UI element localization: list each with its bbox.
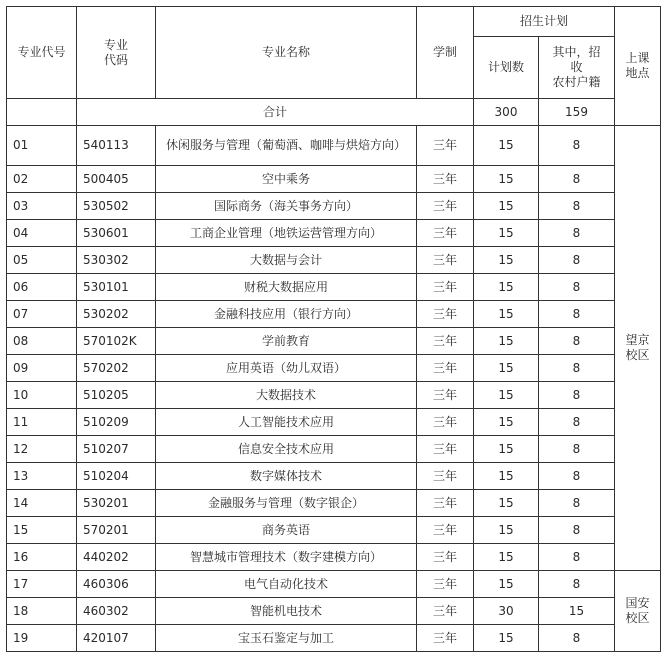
header-code-no: 专业代号 (7, 7, 77, 99)
row-code-no: 01 (7, 126, 77, 166)
row-duration: 三年 (417, 301, 474, 328)
row-rural-count: 8 (539, 247, 615, 274)
row-major-name: 大数据与会计 (156, 247, 417, 274)
row-plan-count: 15 (474, 328, 539, 355)
row-major-name: 信息安全技术应用 (156, 436, 417, 463)
row-code-no: 12 (7, 436, 77, 463)
row-major-code: 530101 (77, 274, 156, 301)
row-rural-count: 8 (539, 517, 615, 544)
row-major-code: 500405 (77, 166, 156, 193)
row-plan-count: 15 (474, 193, 539, 220)
row-duration: 三年 (417, 598, 474, 625)
row-rural-count: 8 (539, 301, 615, 328)
header-major-code: 专业 代码 (77, 7, 156, 99)
row-plan-count: 15 (474, 463, 539, 490)
row-major-name: 智能机电技术 (156, 598, 417, 625)
row-plan-count: 15 (474, 382, 539, 409)
row-major-code: 530202 (77, 301, 156, 328)
row-major-name: 应用英语（幼儿双语） (156, 355, 417, 382)
row-major-name: 宝玉石鉴定与加工 (156, 625, 417, 652)
table-row (7, 355, 661, 382)
row-rural-count: 8 (539, 126, 615, 166)
table-row (7, 126, 661, 166)
table-row (7, 571, 661, 598)
row-code-no: 13 (7, 463, 77, 490)
row-plan-count: 15 (474, 571, 539, 598)
row-rural-count: 8 (539, 463, 615, 490)
row-major-name: 数字媒体技术 (156, 463, 417, 490)
row-major-name: 国际商务（海关事务方向） (156, 193, 417, 220)
row-duration: 三年 (417, 517, 474, 544)
row-plan-count: 15 (474, 247, 539, 274)
header-plan-count: 计划数 (474, 37, 539, 99)
table-row (7, 436, 661, 463)
row-rural-count: 8 (539, 220, 615, 247)
row-rural-count: 8 (539, 490, 615, 517)
row-major-code: 460306 (77, 571, 156, 598)
row-plan-count: 30 (474, 598, 539, 625)
row-major-code: 530302 (77, 247, 156, 274)
header-major-name: 专业名称 (156, 7, 417, 99)
row-duration: 三年 (417, 328, 474, 355)
header-enrollment: 招生计划 (474, 7, 615, 37)
total-row (7, 99, 661, 126)
row-major-name: 商务英语 (156, 517, 417, 544)
row-code-no: 02 (7, 166, 77, 193)
row-major-name: 学前教育 (156, 328, 417, 355)
row-major-name: 工商企业管理（地铁运营管理方向） (156, 220, 417, 247)
row-major-name: 大数据技术 (156, 382, 417, 409)
row-duration: 三年 (417, 126, 474, 166)
table-row (7, 463, 661, 490)
row-duration: 三年 (417, 166, 474, 193)
row-plan-count: 15 (474, 301, 539, 328)
row-code-no: 15 (7, 517, 77, 544)
row-duration: 三年 (417, 625, 474, 652)
row-plan-count: 15 (474, 126, 539, 166)
row-major-code: 510205 (77, 382, 156, 409)
row-major-code: 530502 (77, 193, 156, 220)
row-code-no: 06 (7, 274, 77, 301)
row-duration: 三年 (417, 220, 474, 247)
row-major-code: 540113 (77, 126, 156, 166)
row-plan-count: 15 (474, 355, 539, 382)
header-location: 上课 地点 (615, 7, 661, 126)
row-duration: 三年 (417, 247, 474, 274)
row-plan-count: 15 (474, 409, 539, 436)
row-rural-count: 15 (539, 598, 615, 625)
table-row (7, 301, 661, 328)
row-major-name: 金融科技应用（银行方向） (156, 301, 417, 328)
table-row (7, 274, 661, 301)
row-code-no: 17 (7, 571, 77, 598)
row-code-no: 05 (7, 247, 77, 274)
row-major-code: 570102K (77, 328, 156, 355)
row-code-no: 03 (7, 193, 77, 220)
row-major-name: 电气自动化技术 (156, 571, 417, 598)
table-row (7, 328, 661, 355)
table-row (7, 247, 661, 274)
row-duration: 三年 (417, 436, 474, 463)
header-row-1 (7, 7, 661, 37)
table-row (7, 193, 661, 220)
row-duration: 三年 (417, 382, 474, 409)
row-plan-count: 15 (474, 625, 539, 652)
row-major-code: 460302 (77, 598, 156, 625)
row-rural-count: 8 (539, 355, 615, 382)
row-major-name: 休闲服务与管理（葡萄酒、咖啡与烘焙方向） (156, 126, 417, 166)
row-major-code: 510209 (77, 409, 156, 436)
row-code-no: 04 (7, 220, 77, 247)
row-code-no: 09 (7, 355, 77, 382)
row-duration: 三年 (417, 355, 474, 382)
row-major-name: 财税大数据应用 (156, 274, 417, 301)
table-row (7, 598, 661, 625)
row-plan-count: 15 (474, 436, 539, 463)
row-rural-count: 8 (539, 274, 615, 301)
row-code-no: 19 (7, 625, 77, 652)
row-rural-count: 8 (539, 571, 615, 598)
row-duration: 三年 (417, 544, 474, 571)
total-rural: 159 (539, 99, 615, 126)
location-nanjing: 望京 校区 (615, 126, 661, 571)
row-plan-count: 15 (474, 544, 539, 571)
row-duration: 三年 (417, 571, 474, 598)
row-rural-count: 8 (539, 544, 615, 571)
location-guoan: 国安 校区 (615, 571, 661, 652)
row-major-name: 金融服务与管理（数字银企） (156, 490, 417, 517)
header-rural-count: 其中，招 收 农村户籍 (539, 37, 615, 99)
row-code-no: 07 (7, 301, 77, 328)
row-code-no: 14 (7, 490, 77, 517)
row-duration: 三年 (417, 490, 474, 517)
row-duration: 三年 (417, 193, 474, 220)
row-major-code: 570201 (77, 517, 156, 544)
row-rural-count: 8 (539, 382, 615, 409)
row-major-name: 智慧城市管理技术（数字建模方向） (156, 544, 417, 571)
table-row (7, 409, 661, 436)
row-plan-count: 15 (474, 220, 539, 247)
row-plan-count: 15 (474, 517, 539, 544)
table-row (7, 517, 661, 544)
row-rural-count: 8 (539, 436, 615, 463)
row-major-code: 440202 (77, 544, 156, 571)
row-major-name: 空中乘务 (156, 166, 417, 193)
row-code-no: 16 (7, 544, 77, 571)
table-row (7, 166, 661, 193)
row-major-code: 510207 (77, 436, 156, 463)
row-plan-count: 15 (474, 490, 539, 517)
row-major-code: 570202 (77, 355, 156, 382)
table-row (7, 382, 661, 409)
enrollment-plan-document (6, 6, 661, 652)
table-row (7, 544, 661, 571)
row-rural-count: 8 (539, 166, 615, 193)
table-row (7, 625, 661, 652)
row-rural-count: 8 (539, 625, 615, 652)
row-code-no: 18 (7, 598, 77, 625)
row-code-no: 11 (7, 409, 77, 436)
row-rural-count: 8 (539, 193, 615, 220)
row-major-name: 人工智能技术应用 (156, 409, 417, 436)
row-duration: 三年 (417, 409, 474, 436)
row-major-code: 530601 (77, 220, 156, 247)
row-rural-count: 8 (539, 409, 615, 436)
header-duration: 学制 (417, 7, 474, 99)
row-duration: 三年 (417, 274, 474, 301)
row-rural-count: 8 (539, 328, 615, 355)
row-major-code: 510204 (77, 463, 156, 490)
enrollment-plan-table (6, 6, 661, 652)
row-plan-count: 15 (474, 274, 539, 301)
table-row (7, 490, 661, 517)
row-duration: 三年 (417, 463, 474, 490)
row-major-code: 420107 (77, 625, 156, 652)
row-major-code: 530201 (77, 490, 156, 517)
row-code-no: 10 (7, 382, 77, 409)
total-blank (7, 99, 77, 126)
row-code-no: 08 (7, 328, 77, 355)
row-plan-count: 15 (474, 166, 539, 193)
total-plan: 300 (474, 99, 539, 126)
table-row (7, 220, 661, 247)
total-label: 合计 (77, 99, 474, 126)
